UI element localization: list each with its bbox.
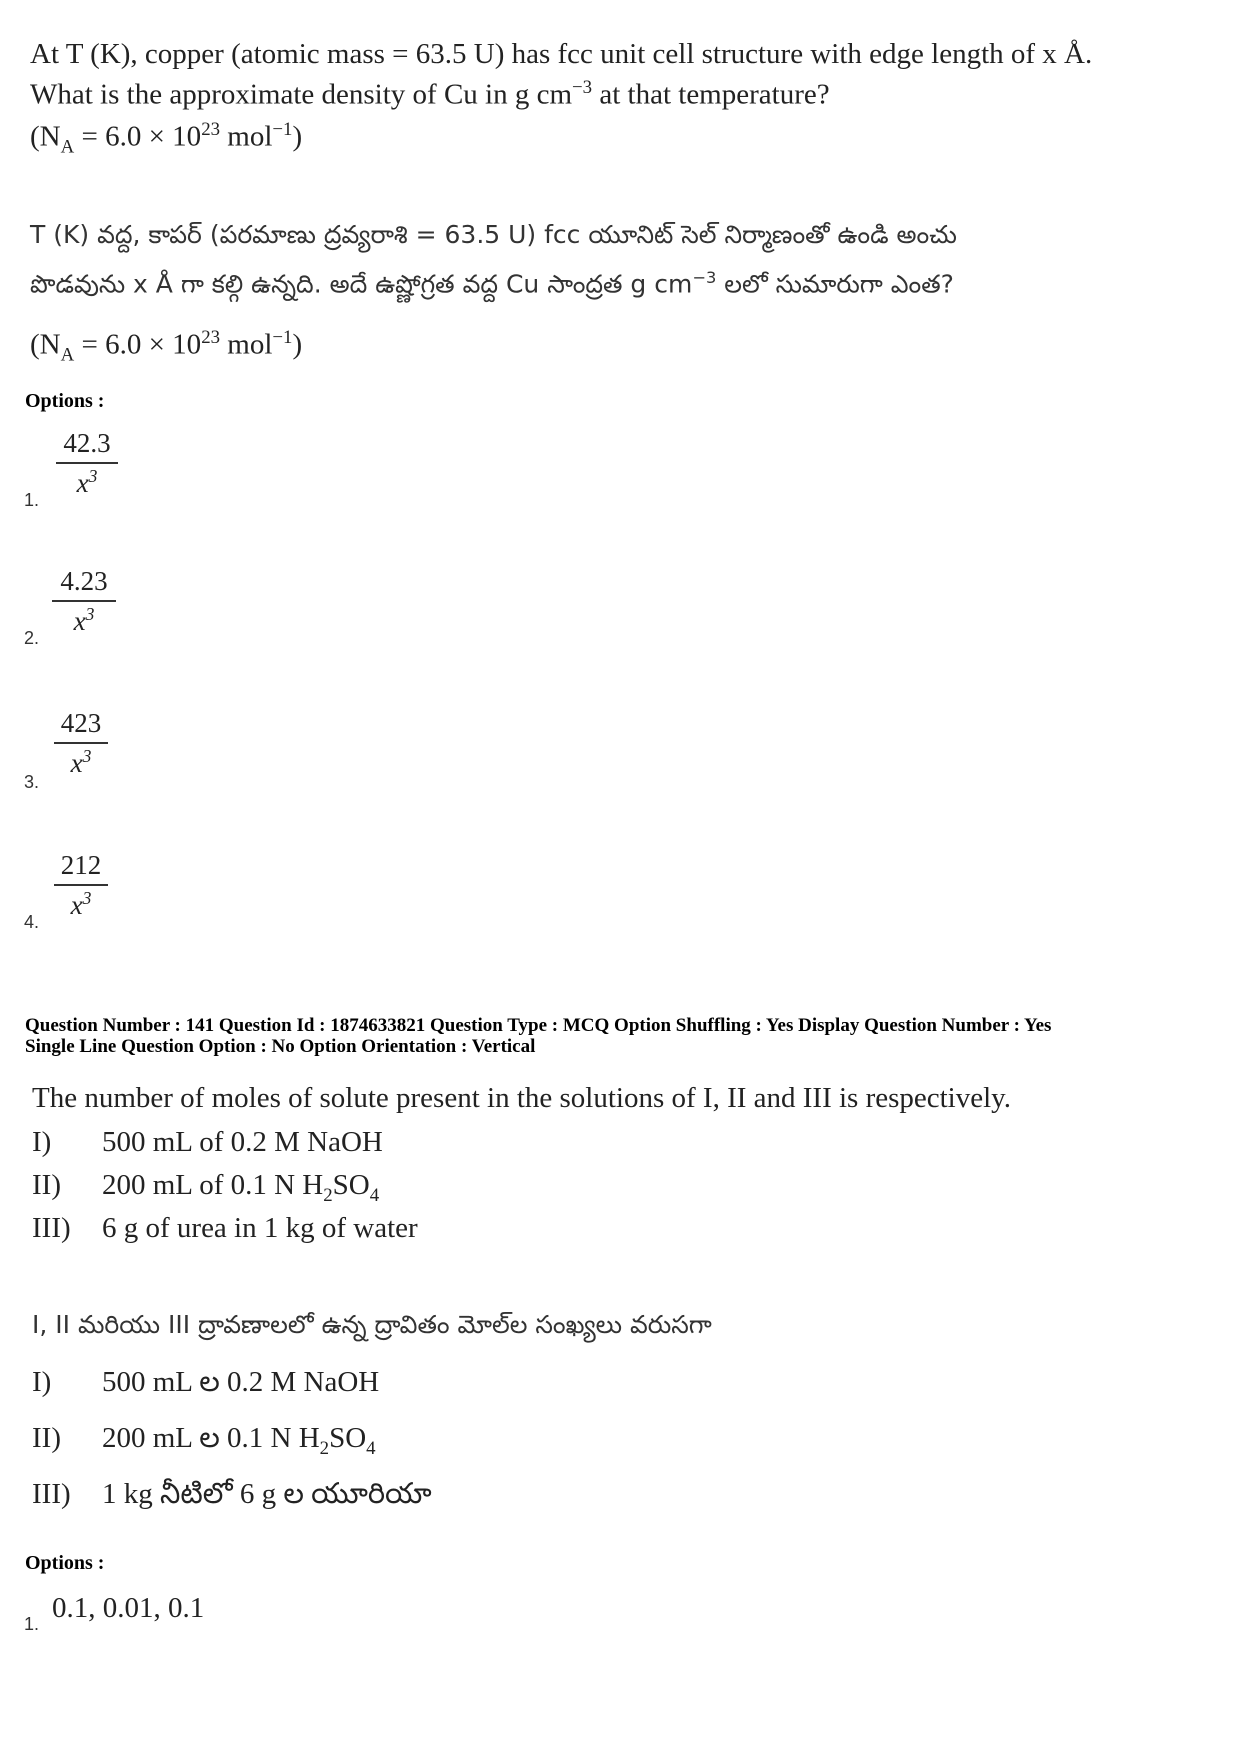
q141-english-item-1: I) 500 mL of 0.2 M NaOH xyxy=(32,1126,383,1158)
q141-telugu-intro: I, II మరియు III ద్రావణాలలో ఉన్న ద్రావితం మోల్‌ల సంఖ్యలు వరుసగా xyxy=(32,1310,712,1339)
fraction-numerator: 212 xyxy=(54,850,108,886)
q140-option-4-number[interactable]: 4. xyxy=(24,912,40,932)
q140-avogadro-en: ($N_A = 6.0 \times 10^{23}$ mol$^{-1}$) xyxy=(30,119,303,158)
q141-telugu-item-1: I) 500 mL ల 0.2 M NaOH xyxy=(32,1366,380,1398)
fraction-numerator: 423 xyxy=(54,708,108,744)
fraction-numerator: 4.23 xyxy=(52,566,116,602)
fraction-denominator: $x^3$ xyxy=(70,888,92,920)
q140-option-2-fraction[interactable] xyxy=(52,566,116,637)
q140-option-3-number[interactable]: 3. xyxy=(24,772,40,792)
q140-option-1-fraction[interactable] xyxy=(56,428,118,499)
fraction-numerator: 42.3 xyxy=(56,428,118,464)
fraction-denominator: $x^3$ xyxy=(73,604,95,636)
q141-option-1-number[interactable]: 1. xyxy=(24,1614,40,1634)
q141-options-label: Options : xyxy=(25,1552,105,1574)
q141-english-item-3: III) 6 g of urea in 1 kg of water xyxy=(32,1212,418,1244)
q141-english-item-2: II) 200 mL of 0.1 N $H_2SO_4$ xyxy=(32,1169,380,1206)
q140-option-4-fraction[interactable] xyxy=(54,850,108,921)
q140-avogadro-te: ($N_A = 6.0 \times 10^{23}$ mol$^{-1}$) xyxy=(30,327,303,366)
q141-telugu-item-3: III) 1 kg నీటిలో 6 g ల యూరియా xyxy=(32,1478,432,1510)
q140-option-3-fraction[interactable] xyxy=(54,708,108,779)
q141-meta-line1: Question Number : 141 Question Id : 1874633821 Question Type : MCQ Option Shuffling : Yes Display Question Number : Yes xyxy=(25,1015,1052,1036)
q141-telugu-item-2: II) 200 mL ల 0.1 N $H_2SO_4$ xyxy=(32,1422,376,1459)
q140-english-line2: What is the approximate density of Cu in g $cm^{-3}$ at that temperature? xyxy=(30,77,830,111)
q140-telugu-line2: పొడవును x Å గా కల్గి ఉన్నది. అదే ఉష్ణోగ్రత వద్ద Cu సాంద్రత g $cm^{-3}$ లలో సుమారుగా ఎంత? xyxy=(30,268,954,299)
q140-english-line1: At T (K), copper (atomic mass = 63.5 U) has fcc unit cell structure with edge length of x Å. xyxy=(30,38,1093,70)
q140-option-1-number[interactable]: 1. xyxy=(24,490,40,510)
q140-option-2-number[interactable]: 2. xyxy=(24,628,40,648)
fraction-denominator: $x^3$ xyxy=(76,466,98,498)
q141-option-1-text[interactable]: 0.1, 0.01, 0.1 xyxy=(52,1592,205,1624)
q141-english-intro: The number of moles of solute present in the solutions of I, II and III is respectively. xyxy=(32,1082,1012,1114)
q140-options-label: Options : xyxy=(25,390,105,412)
q141-meta-line2: Single Line Question Option : No Option Orientation : Vertical xyxy=(25,1036,536,1057)
q140-telugu-line1: T (K) వద్ద, కాపర్ (పరమాణు ద్రవ్యరాశి = 63.5 U) fcc యూనిట్ సెల్ నిర్మాణంతో ఉండి అంచు xyxy=(30,220,957,249)
fraction-denominator: $x^3$ xyxy=(70,746,92,778)
